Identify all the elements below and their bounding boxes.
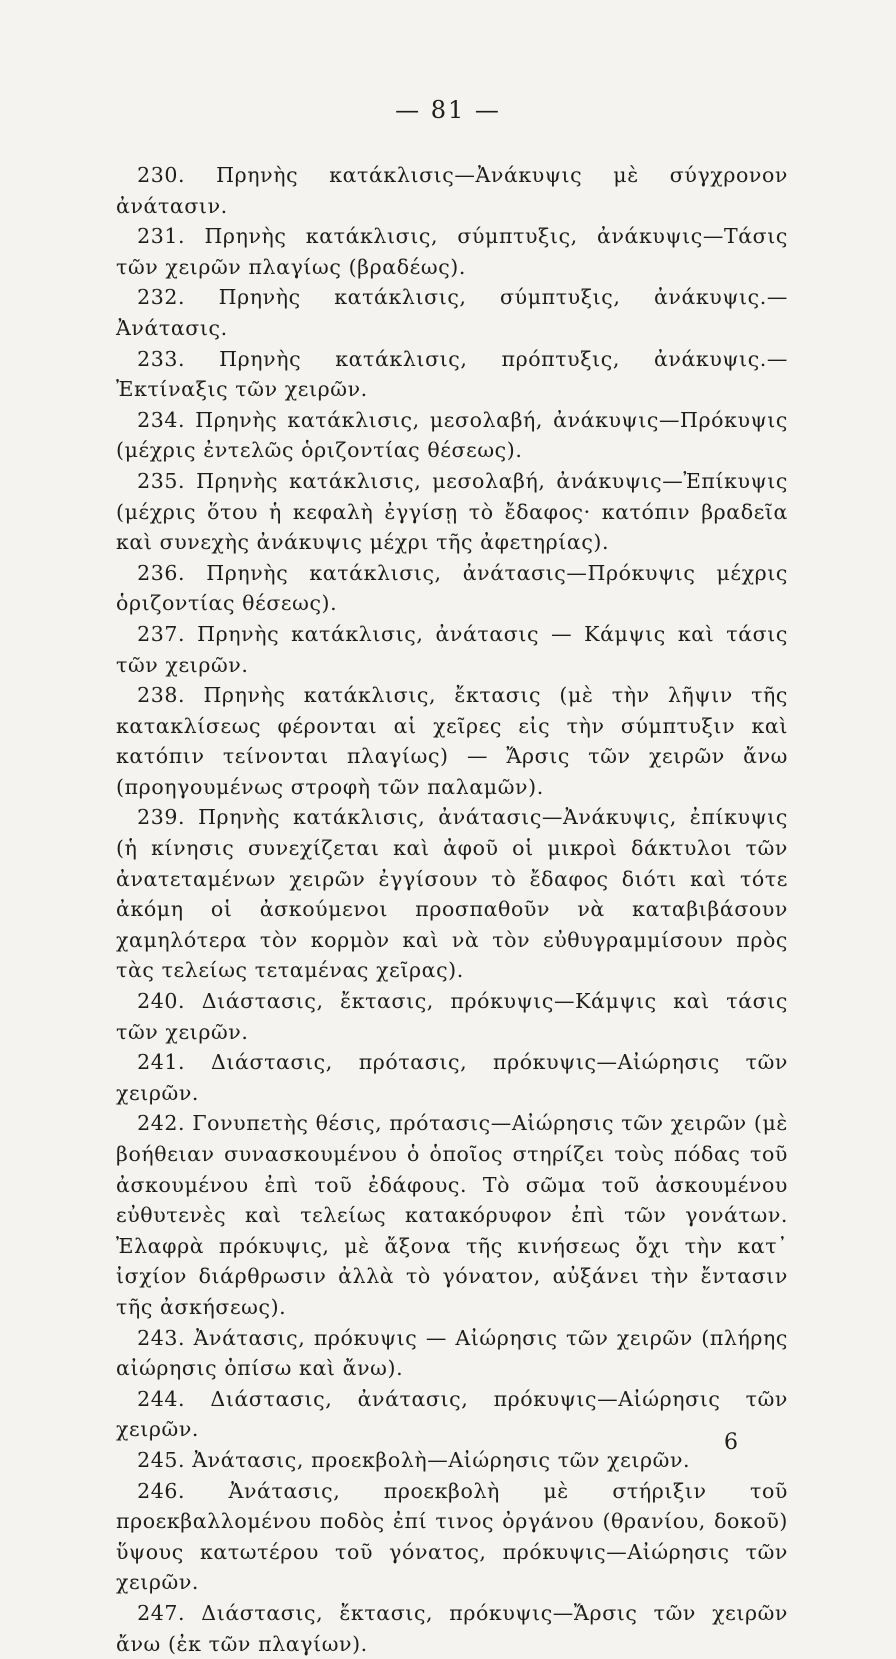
entry-number: 238. (137, 683, 186, 708)
entry-text: Διάστασις, πρότασις, πρόκυψις—Αἰώρησις τῶν χειρῶν. (116, 1050, 788, 1105)
exercise-entry-230 (116, 160, 788, 221)
entry-number: 235. (137, 468, 186, 493)
entry-number: 233. (137, 346, 186, 371)
entry-text: Διάστασις, ἔκτασις, πρόκυψις—Κάμψις καὶ τάσις τῶν χειρῶν. (116, 989, 788, 1044)
exercise-entry-235 (116, 466, 788, 558)
entry-number: 236. (137, 560, 186, 585)
signature-mark: 6 (724, 1430, 738, 1455)
entry-text: Πρηνὴς κατάκλισις, σύμπτυξις, ἀνάκυψις—Τάσις τῶν χειρῶν πλαγίως (βραδέως). (116, 224, 788, 279)
entry-number: 240. (137, 989, 186, 1014)
exercise-entry-234 (116, 405, 788, 466)
exercise-entry-243 (116, 1323, 788, 1384)
entry-number: 239. (137, 805, 186, 830)
entry-number: 242. (137, 1111, 186, 1136)
entry-text: Πρηνὴς κατάκλισις, σύμπτυξις, ἀνάκυψις.—Ἀνάτασις. (116, 285, 788, 340)
exercise-entry-233 (116, 344, 788, 405)
entry-text: Ἀνάτασις, προεκβολὴ μὲ στήριξιν τοῦ προεκβαλλομένου ποδὸς ἐπί τινος ὀργάνου (θρανίου, δοκοῦ) ὕψους κατωτέρου τοῦ γόνατος, πρόκυψις—Αἰώρησις τῶν χειρῶν. (116, 1478, 788, 1595)
exercise-entry-238 (116, 680, 788, 802)
exercise-entry-237 (116, 619, 788, 680)
entry-number: 232. (137, 285, 186, 310)
exercise-entry-242 (116, 1108, 788, 1322)
entry-number: 246. (137, 1478, 186, 1503)
exercise-entry-240 (116, 986, 788, 1047)
entry-text: Πρηνὴς κατάκλισις—Ἀνάκυψις μὲ σύγχρονον ἀνάτασιν. (116, 163, 788, 218)
exercise-entry-241 (116, 1047, 788, 1108)
exercise-entry-239 (116, 802, 788, 986)
entry-number: 247. (137, 1600, 186, 1625)
exercise-entry-236 (116, 558, 788, 619)
entry-number: 230. (137, 163, 186, 187)
entry-number: 245. (137, 1447, 186, 1472)
exercise-entry-246 (116, 1476, 788, 1598)
entry-text: Πρηνὴς κατάκλισις, μεσολαβή, ἀνάκυψις—Ἐπίκυψις (μέχρις ὅτου ἡ κεφαλὴ ἐγγίσῃ τὸ ἔδαφος· κατόπιν βραδεῖα καὶ συνεχὴς ἀνάκυψις μέχρι τῆς ἀφετηρίας). (116, 468, 788, 555)
entry-number: 241. (137, 1050, 186, 1075)
entry-text: Διάστασις, ἀνάτασις, πρόκυψις—Αἰώρησις τῶν χειρῶν. (116, 1386, 788, 1442)
entry-text: Πρηνὴς κατάκλισις, ἀνάτασις — Κάμψις καὶ τάσις τῶν χειρῶν. (116, 621, 788, 677)
entry-number: 231. (137, 224, 186, 249)
exercise-entry-232 (116, 282, 788, 343)
entry-number: 244. (137, 1386, 186, 1411)
entry-text: Πρηνὴς κατάκλισις, πρόπτυξις, ἀνάκυψις.—Ἐκτίναξις τῶν χειρῶν. (116, 346, 788, 402)
exercise-entry-244 (116, 1384, 788, 1445)
entry-text: Πρηνὴς κατάκλισις, ἀνάτασις—Ἀνάκυψις, ἐπίκυψις (ἡ κίνησις συνεχίζεται καὶ ἀφοῦ οἱ μικροὶ δάκτυλοι τῶν ἀνατεταμένων χειρῶν ἐγγίσουν τὸ ἔδαφος διότι καὶ τότε ἀκόμη οἱ ἀσκούμενοι προσπαθοῦν νὰ καταβιβάσουν χαμηλότερα τὸν κορμὸν καὶ νὰ τὸν εὐθυγραμμίσουν πρὸς τὰς τελείως τεταμένας χεῖρας). (116, 805, 788, 983)
entry-text: Πρηνὴς κατάκλισις, ἀνάτασις—Πρόκυψις μέχρις ὁριζοντίας θέσεως). (116, 560, 789, 616)
exercise-entry-231 (116, 221, 788, 282)
exercise-list (116, 160, 788, 1659)
exercise-entry-245 (116, 1445, 788, 1476)
entry-text: Πρηνὴς κατάκλισις, μεσολαβή, ἀνάκυψις—Πρόκυψις (μέχρις ἐντελῶς ὁριζοντίας θέσεως). (116, 407, 788, 463)
entry-number: 234. (137, 407, 186, 432)
exercise-entry-247 (116, 1598, 788, 1659)
entry-text: Ἀνάτασις, προεκβολὴ—Αἰώρησις τῶν χειρῶν. (192, 1447, 691, 1472)
entry-number: 237. (137, 621, 186, 646)
entry-text: Ἀνάτασις, πρόκυψις — Αἰώρησις τῶν χειρῶν (πλήρης αἰώρησις ὀπίσω καὶ ἄνω). (116, 1325, 788, 1381)
page-number: — 81 — (395, 96, 501, 124)
entry-text: Διάστασις, ἔκτασις, πρόκυψις—Ἄρσις τῶν χειρῶν ἄνω (ἐκ τῶν πλαγίων). (116, 1600, 788, 1656)
entry-number: 243. (137, 1325, 186, 1350)
entry-text: Γονυπετὴς θέσις, πρότασις—Αἰώρησις τῶν χειρῶν (μὲ βοήθειαν συνασκουμένου ὁ ὁποῖος στηρίζει τοὺς πόδας τοῦ ἀσκουμένου ἐπὶ τοῦ ἐδάφους. Τὸ σῶμα τοῦ ἀσκουμένου εὐθυτενὲς καὶ τελείως κατακόρυφον ἐπὶ τῶν γονάτων. Ἐλαφρὰ πρόκυψις, μὲ ἄξονα τῆς κινήσεως ὄχι τὴν κατ᾽ ἰσχίον διάρθρωσιν ἀλλὰ τὸ γόνατον, αὐξάνει τὴν ἔντασιν τῆς ἀσκήσεως). (116, 1111, 788, 1319)
entry-text: Πρηνὴς κατάκλισις, ἔκτασις (μὲ τὴν λῆψιν τῆς κατακλίσεως φέρονται αἱ χεῖρες εἰς τὴν σύμπτυξιν καὶ κατόπιν τείνονται πλαγίως) — Ἄρσις τῶν χειρῶν ἄνω (προηγουμένως στροφὴ τῶν παλαμῶν). (116, 683, 788, 799)
